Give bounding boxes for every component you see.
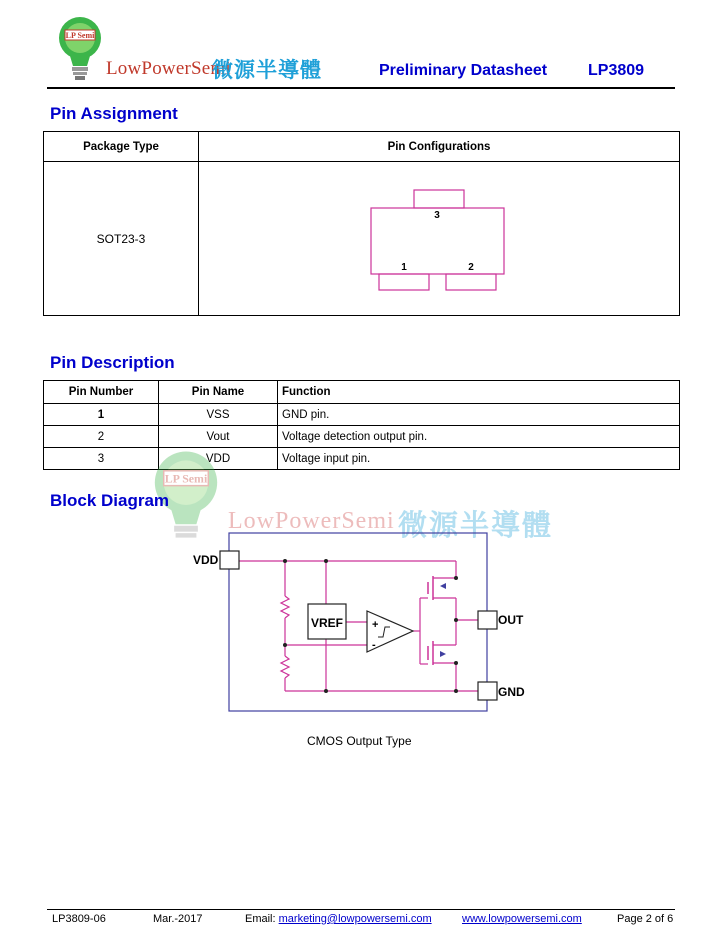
gnd-pin-box <box>478 682 497 700</box>
package-type-cell: SOT23-3 <box>44 162 199 316</box>
function-header: Function <box>278 381 680 404</box>
out-pin-label: OUT <box>498 613 524 627</box>
function-cell: Voltage detection output pin. <box>278 426 680 448</box>
document-title: Preliminary Datasheet <box>379 62 548 79</box>
comparator-minus-label: - <box>372 639 376 651</box>
watermark-text: LowPowerSemi <box>228 508 395 534</box>
pin-description-title: Pin Description <box>50 353 175 372</box>
watermark-cjk-text: 微源半導體 <box>398 508 554 542</box>
pin-number-cell: 1 <box>44 404 159 426</box>
pin-name-header: Pin Name <box>159 381 278 404</box>
footer-email-label: Email: <box>245 913 276 925</box>
vdd-pin-box <box>220 551 239 569</box>
pin-number-header: Pin Number <box>44 381 159 404</box>
footer-website-link[interactable]: www.lowpowersemi.com <box>462 913 582 925</box>
out-pin-box <box>478 611 497 629</box>
footer-doc-id: LP3809-06 <box>52 913 106 925</box>
pin-number-cell: 3 <box>44 448 159 470</box>
logo-badge-text: LP Semi <box>65 31 95 40</box>
vref-label: VREF <box>310 616 344 630</box>
pin-configurations-header: Pin Configurations <box>199 132 680 162</box>
function-cell: Voltage input pin. <box>278 448 680 470</box>
logo-cjk-text: 微源半導體 <box>212 58 322 82</box>
gnd-pin-label: GND <box>498 685 525 699</box>
footer-date: Mar.-2017 <box>153 913 203 925</box>
block-diagram-caption: CMOS Output Type <box>307 734 412 748</box>
function-cell: GND pin. <box>278 404 680 426</box>
block-diagram-title: Block Diagram <box>50 491 170 510</box>
footer-email <box>245 913 432 925</box>
pin-name-cell: VSS <box>159 404 278 426</box>
pin-assignment-title: Pin Assignment <box>50 104 178 123</box>
package-type-header: Package Type <box>44 132 199 162</box>
pin-1-label: 1 <box>401 261 407 273</box>
footer-page-number: Page 2 of 6 <box>617 913 674 925</box>
pin-number-cell: 2 <box>44 426 159 448</box>
footer-divider <box>47 909 675 910</box>
pin-name-cell: Vout <box>159 426 278 448</box>
watermark-badge-text: LP Semi <box>164 471 208 486</box>
pin-2-label: 2 <box>468 261 474 273</box>
part-number: LP3809 <box>588 62 645 79</box>
vdd-pin-label: VDD <box>193 553 219 567</box>
pin-3-label: 3 <box>434 209 440 221</box>
comparator-plus-label: + <box>372 619 379 631</box>
logo-text: LowPowerSemi <box>106 58 231 79</box>
footer-email-link[interactable]: marketing@lowpowersemi.com <box>278 913 432 925</box>
pin-name-cell: VDD <box>159 448 278 470</box>
